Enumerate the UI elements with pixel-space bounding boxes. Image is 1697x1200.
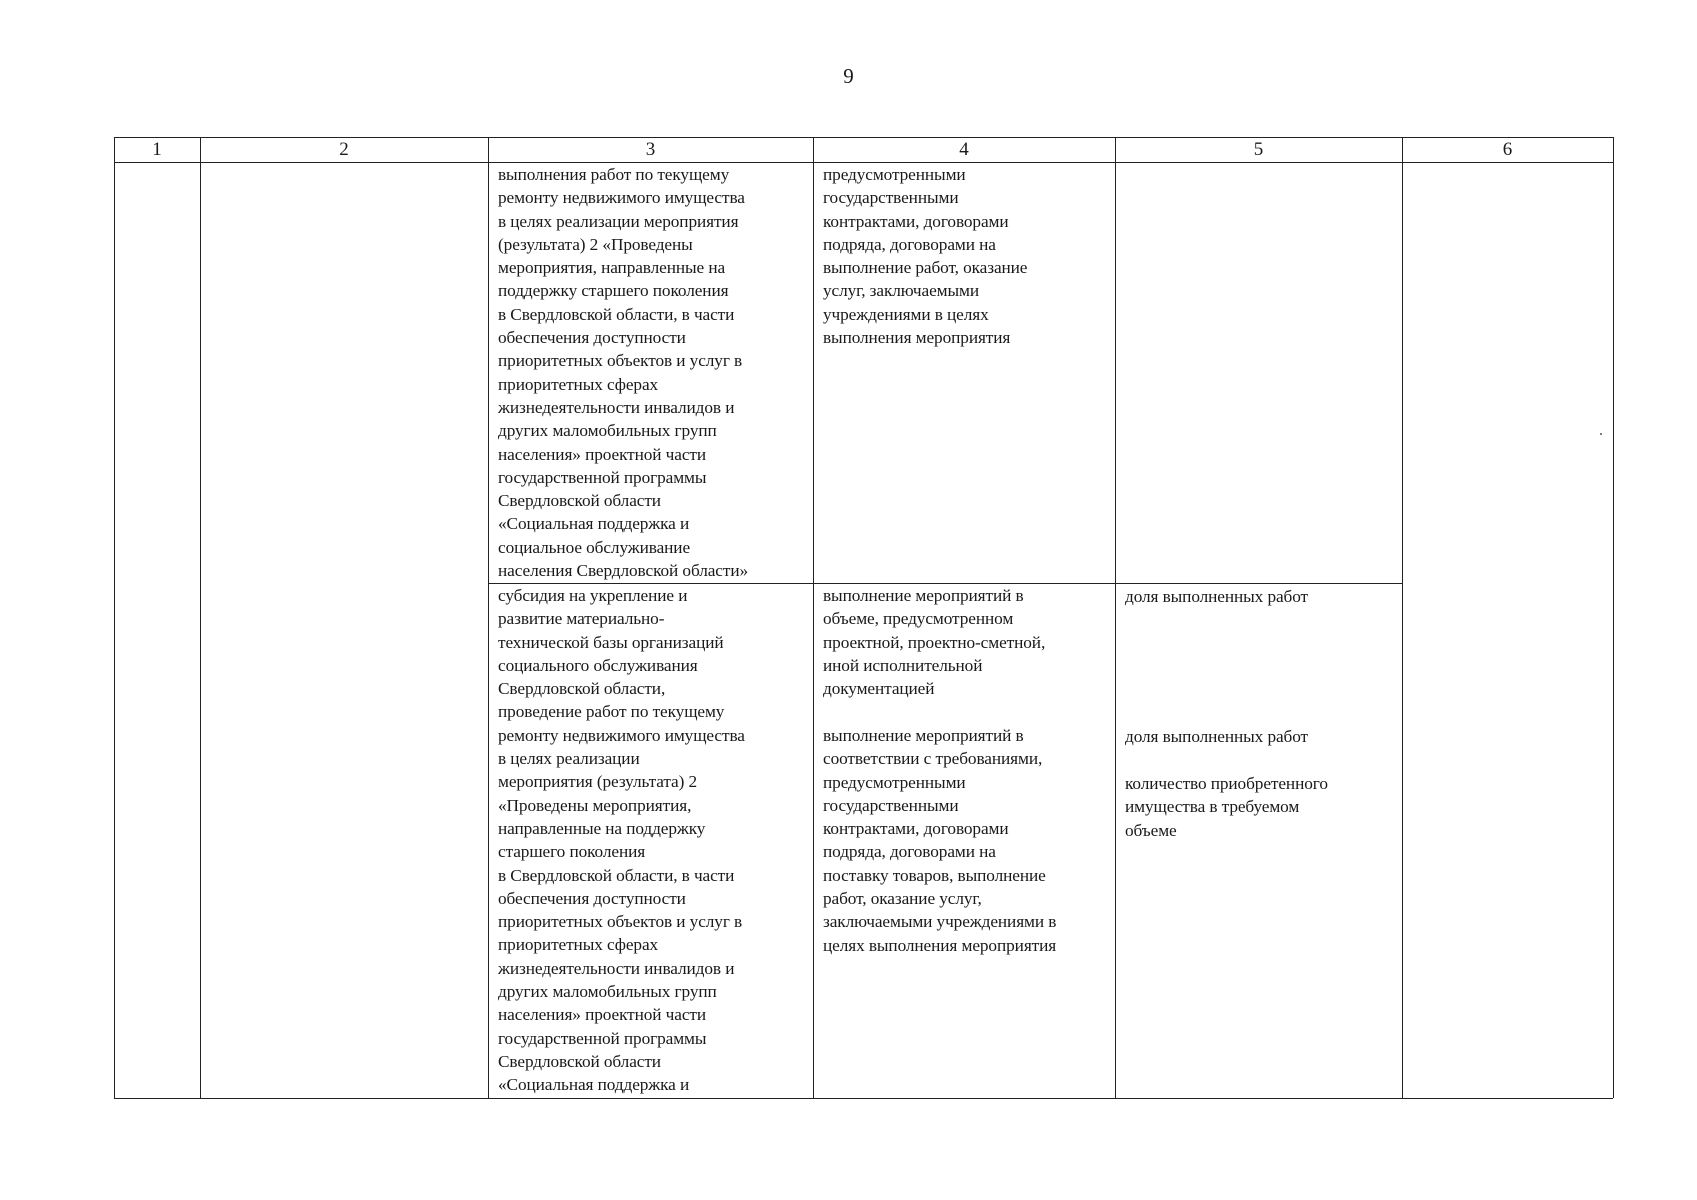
column-divider-1-2 xyxy=(200,137,201,1098)
column-divider-5-6 xyxy=(1402,137,1403,1098)
scan-speck xyxy=(1600,433,1602,435)
row1-col3-text: выполнения работ по текущему ремонту недвижимого имущества в целях реализации мероприятия (результата) 2 «Проведены мероприятия, направленные на поддержку старшего поколения в Свердловской области, в части обеспечения доступности приоритетных объектов и услуг в приоритетных сферах жизнедеятельности инвалидов и других маломобильных групп населения» проектной части государственной программы Свердловской области «Социальная поддержка и социальное обслуживание населения Свердловской области» xyxy=(498,165,749,581)
row2-col4-text-a: выполнение мероприятий в объеме, предусмотренном проектной, проектно-сметной, иной исполнительной документацией xyxy=(823,586,1046,699)
row1-col4-text: предусмотренными государственными контрактами, договорами подряда, договорами на выполнение работ, оказание услуг, заключаемыми учреждениями в целях выполнения мероприятия xyxy=(823,165,1028,348)
column-number-3: 3 xyxy=(645,139,656,160)
page-number: 9 xyxy=(843,64,854,88)
table-left-border xyxy=(114,137,115,1098)
column-divider-2-3 xyxy=(488,137,489,1098)
column-number-6: 6 xyxy=(1502,139,1513,160)
column-number-1: 1 xyxy=(152,139,162,160)
table-top-border xyxy=(114,137,1613,138)
row2-col3-text: субсидия на укрепление и развитие материально- технической базы организаций социального обслуживания Свердловской области, проведение работ по текущему ремонту недвижимого имущества в целях реализации мероприятия (результата) 2 «Проведены мероприятия, направленные на поддержку старшего поколения в Свердловской области, в части обеспечения доступности приоритетных объектов и услуг в приоритетных сферах жизнедеятельности инвалидов и других маломобильных групп населения» проектной части государственной программы Свердловской области «Социальная поддержка и xyxy=(498,586,745,1095)
column-divider-3-4 xyxy=(813,137,814,1098)
row2-col4-text-b: выполнение мероприятий в соответствии с требованиями, предусмотренными государственными контрактами, договорами подряда, договорами на поставку товаров, выполнение работ, оказание услуг, заключаемыми учреждениями в целях выполнения мероприятия xyxy=(823,726,1057,955)
table-bottom-border xyxy=(114,1098,1613,1099)
column-number-4: 4 xyxy=(959,139,969,160)
row2-col5-text-b: доля выполненных работ xyxy=(1125,727,1309,746)
row2-col5-text-a: доля выполненных работ xyxy=(1125,587,1309,606)
column-divider-4-5 xyxy=(1115,137,1116,1098)
row2-col5-text-c: количество приобретенного имущества в требуемом объеме xyxy=(1125,774,1328,840)
table-right-border xyxy=(1613,137,1614,1098)
column-number-2: 2 xyxy=(339,139,349,160)
column-number-5: 5 xyxy=(1253,139,1264,160)
